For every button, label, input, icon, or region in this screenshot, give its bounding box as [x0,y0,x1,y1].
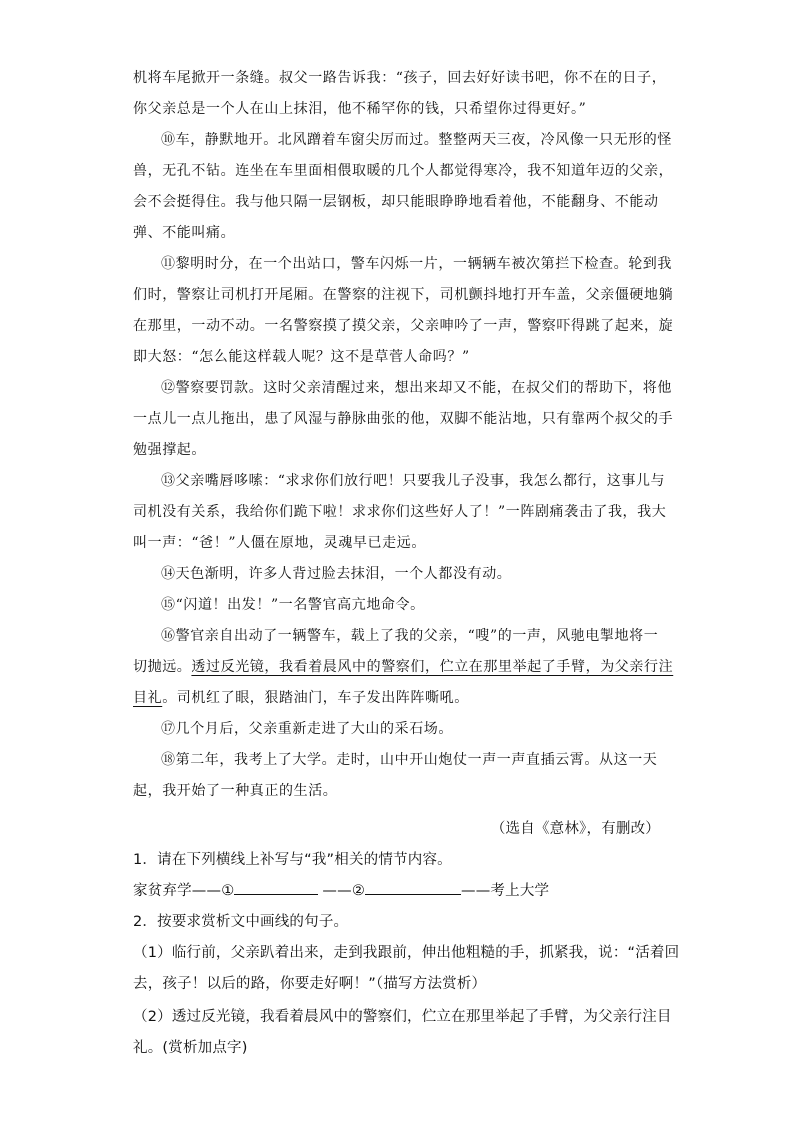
paragraph-10-line: ⑩车，静默地开。北风蹭着车窗尖厉而过。整整两天三夜，冷风像一只无形的怪 [161,132,672,148]
story-line: 机将车尾掀开一条缝。叔父一路告诉我：“孩子，回去好好读书吧，你不在的日子， [133,70,667,86]
story-line: 兽，无孔不钻。连坐在车里面相偎取暖的几个人都觉得寒冷，我不知道年迈的父亲， [133,163,674,179]
question-2-2-line: 礼。(赏析加点字) [133,1040,248,1056]
paragraph-12-line: ⑫警察要罚款。这时父亲清醒过来，想出来却又不能，在叔父们的帮助下，将他 [161,380,672,396]
plot-separator: —— [322,883,352,899]
story-line: 勉强撑起。 [133,442,206,458]
story-line: 即大怒：“怎么能这样载人呢？这不是草菅人命吗？” [133,349,470,365]
story-line [133,687,469,707]
story-line: 司机没有关系，我给你们跪下啦！求求你们这些好人了！”一阵剧痛袭击了我，我大 [133,504,667,520]
story-text: 切抛远。 [133,659,192,675]
story-line: 起，我开始了一种真正的生活。 [133,783,338,799]
paragraph-14-line: ⑭天色渐明，许多人背过脸去抹泪，一个人都没有动。 [161,566,512,582]
plot-start: 家贫弃学—— [133,883,222,899]
question-1-plot-line [133,879,549,900]
question-2-2-line: （2）透过反光镜，我看着晨风中的警察们，伫立在那里举起了手臂，为父亲行注目 [133,1009,672,1025]
story-text: 。司机红了眼，狠踏油门，车子发出阵阵嘶吼。 [162,690,469,706]
underlined-sentence: 透过反光镜，我看着晨风中的警察们，伫立在那里举起了手臂，为父亲行注 [191,659,674,675]
paragraph-18-line: ⑱第二年，我考上了大学。走时，山中开山炮仗一声一声直插云霄。从这一天 [161,752,658,768]
blank-1-number: ① [221,883,235,899]
answer-blank-2[interactable] [365,880,461,895]
story-line: 叫一声：“爸！”人僵在原地，灵魂早已走远。 [133,535,426,551]
answer-blank-1[interactable] [234,880,318,895]
story-line: 你父亲总是一个人在山上抹泪，他不稀罕你的钱，只希望你过得更好。” [133,101,587,117]
paragraph-11-line: ⑪黎明时分，在一个出站口，警车闪烁一片，一辆辆车被次第拦下检查。轮到我 [161,256,672,272]
question-1: 1．请在下列横线上补写与“我”相关的情节内容。 [133,852,452,868]
plot-end: ——考上大学 [461,883,550,899]
story-line: 会不会挺得住。我与他只隔一层钢板，却只能眼睁睁地看着他，不能翻身、不能动 [133,194,659,210]
story-line: 弹、不能叫痛。 [133,225,236,241]
paragraph-16-line: ⑯警官亲自出动了一辆警车，载上了我的父亲，“嗖”的一声，风驰电掣地将一 [161,628,659,644]
story-line: 在那里，一动不动。一名警察摸了摸父亲，父亲呻吟了一声，警察吓得跳了起来，旋 [133,318,674,334]
story-line [133,656,673,676]
paragraph-15-line: ⑮“闪道！出发！”一名警官高亢地命令。 [161,597,425,613]
question-2-1-line: （1）临行前，父亲趴着出来，走到我跟前，伸出他粗糙的手，抓紧我，说：“活着回 [133,945,680,961]
source-note: （选自《意林》，有删改） [490,821,660,837]
paragraph-13-line: ⑬父亲嘴唇哆嗦：“求求你们放行吧！只要我儿子没事，我怎么都行，这事儿与 [161,473,666,489]
story-line: 一点儿一点儿拖出，患了风湿与静脉曲张的他，双脚不能沾地，只有靠两个叔父的手 [133,411,674,427]
underlined-sentence-end: 目礼 [133,690,163,706]
blank-2-number: ② [351,883,366,899]
story-line: 们时，警察让司机打开尾厢。在警察的注视下，司机颤抖地打开车盖，父亲僵硬地躺 [133,287,674,303]
paragraph-17-line: ⑰几个月后，父亲重新走进了大山的采石场。 [161,721,453,737]
question-2: 2．按要求赏析文中画线的句子。 [133,914,349,930]
question-2-1-line: 去，孩子！以后的路，你要走好啊！”（描写方法赏析） [133,976,487,992]
